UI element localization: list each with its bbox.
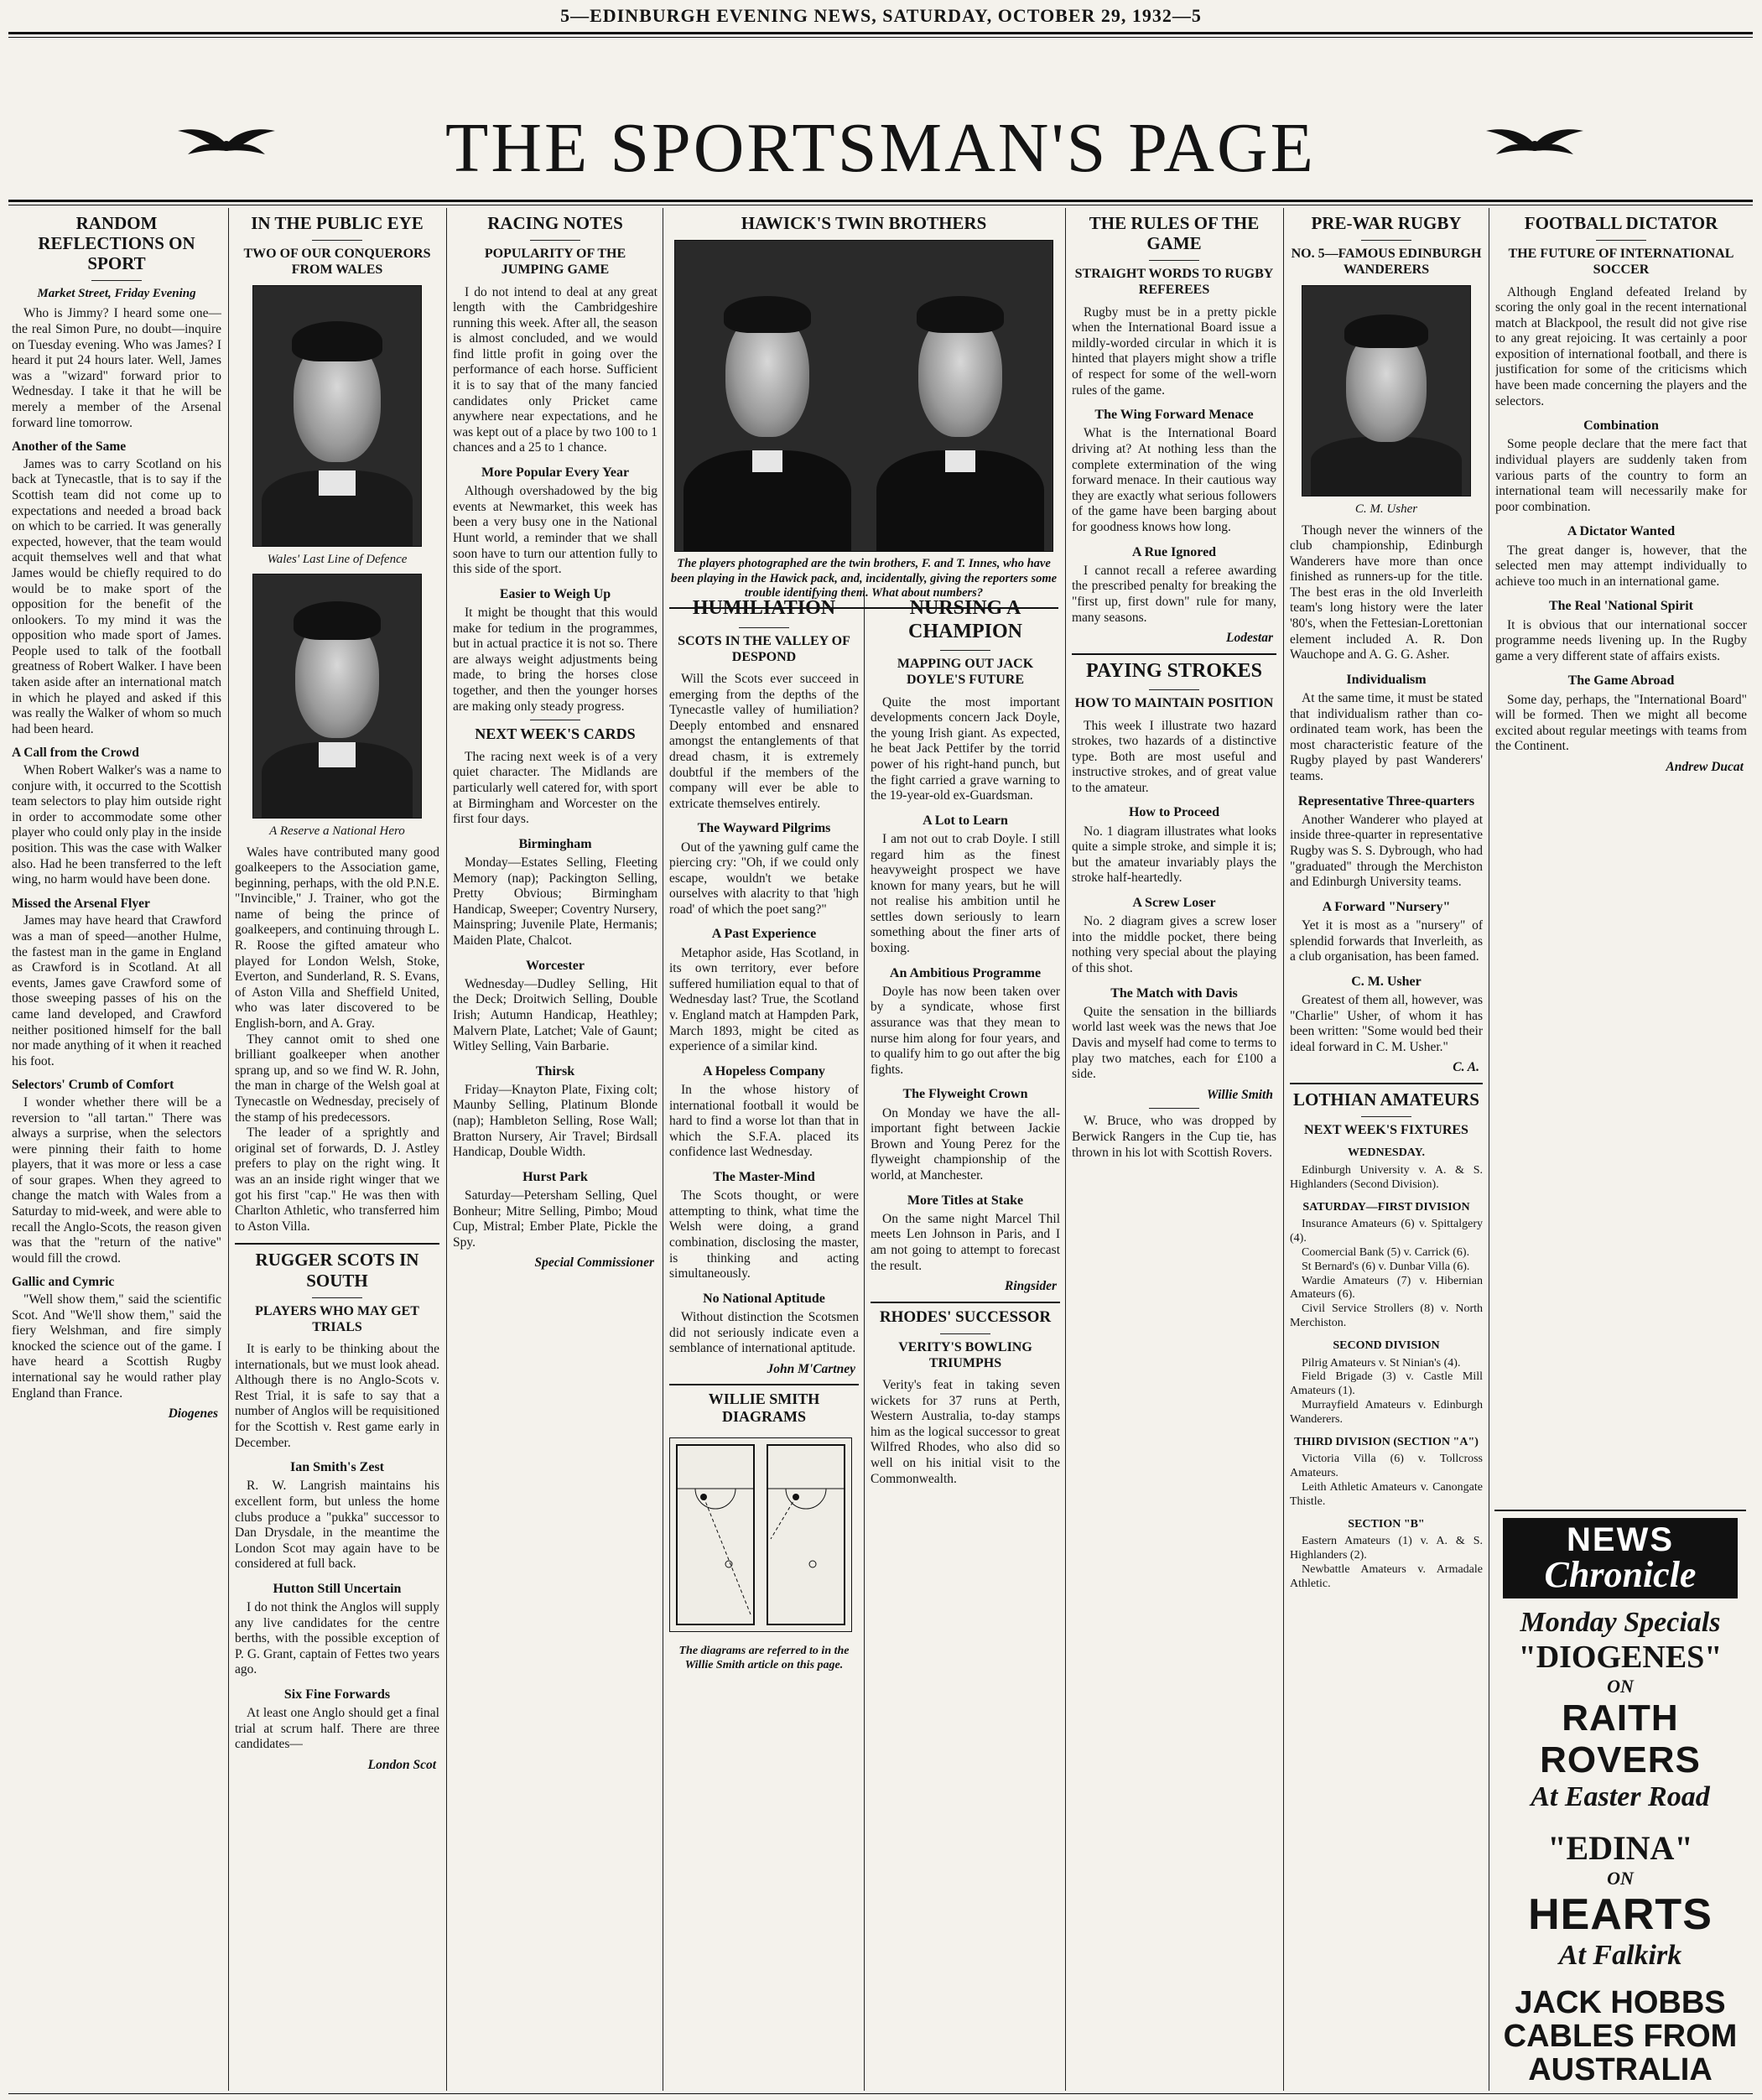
advert-logo-line: NEWS [1567,1521,1674,1558]
column-racing-notes [453,208,658,2091]
photo-caption: The players photographed are the twin brothers, F. and T. Innes, who have been playing in the Hawick pack, and, incidentally, giving the reporters some trouble identifying them. What about numbers? [670,557,1058,600]
divider [1149,689,1199,690]
article-paragraph: It is obvious that our international soccer programme needs livening up. In the Rugby game a very different state of affairs exists. [1495,617,1747,663]
diagram-caption: The diagrams are referred to in the Willie Smith article on this page. [678,1645,850,1672]
fixture: Insurance Amateurs (6) v. Spittalgery (4). [1290,1218,1483,1245]
subheading: Worcester [526,958,585,973]
photo-caption: A Reserve a National Hero [269,824,405,838]
article-paragraph: The racing next week is of a very quiet character. The Midlands are particularly well catered for, with sport at Birmingham and Worcester on the first four days. [453,749,658,827]
article-paragraph: Friday—Knayton Plate, Fixing colt; Maunby Selling, Platinum Blonde (nap); Hambleton Selling, Rose Wall; Bratton Nursery, Air Travel; Birdsall Handicap, Double Width. [453,1082,658,1160]
divider [91,280,142,281]
subheading: A Forward "Nursery" [1322,899,1451,914]
article-headline: PRE-WAR RUGBY [1311,213,1462,233]
article-paragraph: Monday—Estates Selling, Fleeting Memory (nap); Packington Selling, Pretty Obvious; Birmingham Handicap, Sweeper; Coventry Nursery, Mainspring; Juvenile Plate, Hermanis; Maiden Plate, Chalcot. [453,855,658,948]
divider [312,240,362,241]
byline: Willie Smith [1206,1087,1273,1102]
subheading: A Dictator Wanted [1567,524,1676,539]
article-paragraph: This week I illustrate two hazard strokes, two hazards of a distinctive type. Both are most useful and instructive strokes, and of great value to the amateur. [1072,718,1276,795]
article-paragraph: Although England defeated Ireland by scoring the only goal in the recent international match at Blackpool, the result did not give rise to any great rejoicing. It was certainly a poor exposition of international football, and there is justification for some of the criticisms which have been made concerning the players and the selectors. [1495,284,1747,408]
article-headline: RANDOM REFLECTIONS ON SPORT [38,213,195,274]
fixture: Wardie Amateurs (7) v. Hibernian Amateurs (6). [1290,1274,1483,1302]
divider [739,627,789,628]
fixture-day: SECOND DIVISION [1333,1338,1440,1352]
article-paragraph: In the whose history of international football it would be hard to find a worse lot than that in which the S.F.A. placed its confidence last Wednesday. [669,1083,859,1160]
advert-logo [1503,1518,1738,1598]
article-paragraph: The leader of a sprightly and original set of forwards, D. J. Astley prefers to play on the right wing. It was an an inside right winger that we got his first "cap." He was then with Charlton Athletic, who transferred him to Aston Villa. [235,1125,439,1234]
photo-caption: C. M. Usher [1354,502,1418,516]
divider [530,240,580,241]
subheading: C. M. Usher [1351,974,1422,989]
fixture-day: SECTION "B" [1348,1517,1425,1531]
article-headline: RACING NOTES [487,213,623,233]
byline: Andrew Ducat [1666,759,1744,774]
advert-line: ON [1607,1868,1634,1889]
subheading: A Lot to Learn [923,813,1008,828]
masthead-bottom-rule [8,200,1753,202]
advert-logo-line: Chronicle [1544,1554,1697,1595]
article-paragraph: Wednesday—Dudley Selling, Hit the Deck; Droitwich Selling, Double Irish; Autumn Handicap, Heathley; Malvern Plate, Latchet; Vale of Gaunt; Witley Selling, Vain Barbarie. [453,976,658,1054]
fixture: Pilrig Amateurs v. St Ninian's (4). [1302,1356,1461,1370]
top-rule [8,32,1753,34]
article-paragraph: Though never the winners of the club championship, Edinburgh Wanderers have more than once finished as runners-up for the title. The best eras in the old Inverleith team's long history were the later '80's, when the Fettesian-Lorettonian element included A. R. Don Wauchope and A. G. G. Asher. [1290,522,1483,663]
article-paragraph: I wonder whether there will be a reversion to "all tartan." There was always a surprise, when the selectors were pinning their faith to home players, that it was more or less a case of sour grapes. When they agreed to change the match with Wales from a Saturday to mid-week, and were able to recall the Anglo-Scots, the reason given was that the "return of the native" would fill the crowd. [12,1094,221,1266]
divider [1361,240,1411,241]
advert-line: JACK HOBBS CABLES FROM AUSTRALIA [1503,1985,1738,2087]
divider [1361,1116,1411,1117]
subheading: No National Aptitude [703,1291,825,1306]
subheading: Combination [1583,418,1659,434]
byline: John M'Cartney [767,1361,855,1376]
article-subheadline: THE FUTURE OF INTERNATIONAL SOCCER [1508,247,1734,278]
article-headline: HAWICK'S TWIN BROTHERS [741,213,987,233]
article-paragraph: It might be thought that this would make for tedium in the programmes, but in actual practice it is not so. There are always weight adjustments being made, to bring the horses close together, and then the younger horses are making only steady progress. [453,605,658,714]
article-paragraph: Rugby must be in a pretty pickle when the International Board issue a mildly-worded circular in which it is hinted that players might show a trifle of respect for some of the well-worn rules of the game. [1072,304,1276,398]
subheading: A Call from the Crowd [12,746,139,761]
subheading: More Titles at Stake [907,1193,1024,1208]
fixture: Leith Athletic Amateurs v. Canongate Thistle. [1290,1480,1483,1508]
portrait-photo [252,285,422,547]
column-rule [1283,208,1284,2091]
byline: Diogenes [168,1406,218,1422]
fixture: St Bernard's (6) v. Dunbar Villa (6). [1302,1260,1470,1273]
article-headline: RHODES' SUCCESSOR [879,1307,1052,1326]
column-random-reflections [12,208,221,2091]
article-subheadline: SCOTS IN THE VALLEY OF DESPOND [678,633,850,664]
subheading: Ian Smith's Zest [289,1460,385,1475]
subheading: A Hopeless Company [703,1063,825,1079]
fixture: Newbattle Amateurs v. Armadale Athletic. [1290,1562,1483,1590]
article-headline: IN THE PUBLIC EYE [251,213,424,233]
article-headline: FOOTBALL DICTATOR [1524,213,1718,233]
article-headline: HUMILIATION [692,597,836,619]
article-paragraph: It is early to be thinking about the internationals, but we must look ahead. Although there is no Anglo-Scots v. Rest Trial, it is safe to say that a number of Anglos will be requisitioned for the Scottish v. Rest game early in December. [235,1342,439,1450]
article-headline: PAYING STROKES [1085,659,1263,682]
subheading: The Match with Davis [1110,985,1238,1001]
article-paragraph: Quite the sensation in the billiards world last week was the news that Joe Davis and myself had come to terms to play two matches, each for £100 a side. [1072,1004,1276,1082]
article-paragraph: I do not think the Anglos will supply any live candidates for the centre berths, with the possible exception of P. G. Grant, captain of Fettes two years ago. [235,1600,439,1677]
subheading: Thirsk [535,1063,575,1079]
article-paragraph: When Robert Walker's was a name to conjure with, it occurred to the Scottish team selectors to play him outside right in order to accommodate some other player who could only play in the inside position. This was the case with Walker also. Had he been transferred to the left wing, no harm would have been done. [12,763,221,887]
article-paragraph: The great danger is, however, that the selected men may attempt individually to achieve too much in an international game. [1495,543,1747,589]
subheading: Easier to Weigh Up [499,586,611,601]
article-paragraph: Wales have contributed many good goalkeepers to the Association game, beginning, perhaps, with the old P.N.E. "Invincible," J. Trainer, who got the name of being the prince of goalkeepers, and continuing through L. R. Roose the gifted amateur who played for London Welsh, Stoke, Everton, and Sunderland, R. S. Evans, of Aston Villa and Sheffield United, who was later discovered to be English-born, and A. Gray. [235,845,439,1032]
subheading: More Popular Every Year [481,465,630,481]
article-subheadline: NO. 5—FAMOUS EDINBURGH WANDERERS [1291,247,1482,278]
article-paragraph: Out of the yawning gulf came the piercing cry: "Oh, if we could only escape, wouldn't we betake ourselves with alacrity to that 'high road' of which the poet sang?" [669,839,859,917]
article-paragraph: The Scots thought, or were attempting to think, what time the Welsh were doing, a grand combination, disclosing the master, is thinking and acting simultaneously. [669,1188,859,1281]
fixture: Field Brigade (3) v. Castle Mill Amateurs (1). [1290,1370,1483,1398]
article-paragraph: Metaphor aside, Has Scotland, in its own territory, ever before suffered humiliation equal to that of Wednesday last? True, the Scotland v. England match at Hampden Park, March 1893, might be cited as experience of a similar kind. [669,945,859,1054]
article-paragraph: I do not intend to deal at any great length with the Cambridgeshire running this week. After all, the season is almost concluded, and we would find little profit in going over the performance of each horse. Sufficient it is to say that of the many fancied candidates only Pricket came anywhere near expectations, and he was kept out of a place by two 100 to 1 chances and a 25 to 1 chance. [453,284,658,455]
subheading: Hurst Park [522,1169,588,1184]
article-paragraph: Yet it is most as a "nursery" of splendid forwards that Inverleith, as a club organisation, has been famed. [1290,917,1483,964]
top-rule-thin [8,37,1753,38]
twins-photo [674,240,1053,552]
subheading: The Wing Forward Menace [1094,408,1254,423]
fixture: Eastern Amateurs (1) v. A. & S. Highlanders (2). [1290,1535,1483,1562]
column-pre-war-rugby [1290,208,1483,2091]
column-public-eye [235,208,439,2091]
eagle-ornament-left-icon [176,126,277,161]
divider [1149,1108,1199,1109]
article-subheadline: MAPPING OUT JACK DOYLE'S FUTURE [897,657,1034,688]
divider [1149,260,1199,261]
article-headline: WILLIE SMITH DIAGRAMS [708,1390,820,1425]
byline: Special Commissioner [534,1255,654,1271]
bottom-rule [8,2093,1753,2094]
byline: C. A. [1453,1060,1479,1075]
article-headline: NEXT WEEK'S CARDS [475,725,636,743]
divider [940,650,990,651]
article-subheadline: PLAYERS WHO MAY GET TRIALS [255,1303,419,1334]
article-paragraph: Without distinction the Scotsmen did not seriously indicate even a semblance of international aptitude. [669,1309,859,1356]
article-paragraph: James was to carry Scotland on his back at Tynecastle, that is to say if the Scottish team did not come up to expectations and needed a broad back on which to be carried. It was generally expected, however, that the team would acquit themselves well and that what James would be chiefly required to do would be to make sport of the opposition for the benefit of the onlookers. To my mind it was the opposition who made sport of James. People used to talk of the football greatness of Robert Walker. I have been taken aside after an international match in which he played and asked if this was really the Walker of whom so much had been heard. [12,456,221,736]
fixture: Murrayfield Amateurs v. Edinburgh Wanderers. [1290,1398,1483,1426]
article-headline: RUGGER SCOTS IN SOUTH [255,1250,419,1291]
article-paragraph: I cannot recall a referee awarding the prescribed penalty for breaking the "first up, first down" rule for many, many seasons. [1072,563,1276,625]
subheading: A Screw Loser [1132,896,1216,911]
article-paragraph: Saturday—Petersham Selling, Quel Bonheur; Mitre Selling, Pimbo; Moud Cup, Mistral; Ember Plate, Pickle the Spy. [453,1188,658,1250]
article-subheadline: TWO OF OUR CONQUERORS FROM WALES [243,247,431,278]
subheading: How to Proceed [1128,805,1220,820]
portrait-photo [252,574,422,819]
fixture-day: THIRD DIVISION (SECTION "A") [1294,1435,1479,1448]
news-chronicle-advert [1494,1510,1746,2087]
subheading: Six Fine Forwards [283,1687,391,1702]
byline: Ringsider [1004,1279,1057,1294]
advert-line: Monday Specials [1520,1607,1721,1638]
subheading: Selectors' Crumb of Comfort [12,1078,174,1093]
article-paragraph: Doyle has now been taken over by a syndicate, whose first assurance was that they mean to nurse him along for four years, and to qualify him to go out after the big fights. [871,984,1060,1077]
article-paragraph: Verity's feat in taking seven wickets for 37 runs at Perth, Western Australia, to-day stamps him as the logical successor to great Wilfred Rhodes, who also did so well on his initial visit to the Commonwealth. [871,1377,1060,1486]
subheading: Missed the Arsenal Flyer [12,896,150,911]
article-paragraph: On the same night Marcel Thil meets Len Johnson in Paris, and I am not going to attempt to forecast the result. [871,1211,1060,1273]
article-paragraph: Who is Jimmy? I heard some one—the real Simon Pure, no doubt—inquire on Tuesday evening. Who was James? I heard it put 24 hours later. Well, James was a "wizard" forward prior to Wednesday. I take it that he will be merely a member of the Arsenal forward line tomorrow. [12,306,221,430]
article-paragraph: They cannot omit to shed one brilliant goalkeeper when another sprang up, and so we find W. R. John, the man in charge of the Welsh goal at Tynecastle on Wednesday, precisely of the stamp of his predecessors. [235,1032,439,1125]
article-paragraph: James may have heard that Crawford was a man of speed—another Hulme, the fastest man in the game in England as Crawford is in Scotland. At all events, James gave Crawford some of those sweeping passes of his on the came land developed, and Crawford neither positioned himself for the ball nor made anything of it when it reached his foot. [12,913,221,1068]
article-paragraph: R. W. Langrish maintains his excellent form, but unless the home clubs produce a "pukka" successor to Dan Drysdale, in the meantime the London Scot may again have to be considered at full back. [235,1479,439,1572]
billiards-diagram [669,1437,852,1632]
fixture-day: WEDNESDAY. [1348,1146,1425,1160]
article-subheadline: HOW TO MAINTAIN POSITION [1074,696,1274,711]
article-paragraph: At least one Anglo should get a final trial at scrum half. There are three candidates— [235,1706,439,1752]
article-paragraph: What is the International Board driving at? At nothing less than the complete extermination of the wing forward menace. In their cautious way they are exactly what serious followers of the game have been barging about for goodness knows how long. [1072,426,1276,534]
fixture: Edinburgh University v. A. & S. Highlanders (Second Division). [1290,1164,1483,1191]
article-subheadline: NEXT WEEK'S FIXTURES [1304,1123,1468,1138]
page-title: THE SPORTSMAN'S PAGE [445,109,1316,187]
column-rule [228,208,229,2091]
subheading: Another of the Same [12,439,127,455]
subheading: Birmingham [518,836,592,851]
subheading: The Game Abroad [1567,673,1675,689]
subheading: The Flyweight Crown [902,1087,1028,1102]
subheading: Representative Three-quarters [1297,793,1475,808]
article-headline: NURSING A CHAMPION [908,597,1022,642]
subheading: A Past Experience [711,927,817,942]
advert-line: At Easter Road [1531,1781,1710,1812]
article-paragraph: Quite the most important developments concern Jack Doyle, the young Irish giant. As expected, he beat Jack Pettifer by the torrid power of his right-hand punch, but the fight carried a grave warning to the 19-year-old ex-Guardsman. [871,694,1060,803]
column-football-dictator [1495,208,1747,1500]
article-paragraph: Will the Scots ever succeed in emerging from the depths of the Tynecastle valley of humiliation? Deeply entombed and ensnared amongst the entanglements of that dread chasm, it is extremely doubtful if the members of the company will ever be able to extricate themselves entirely. [669,671,859,811]
fixture: Civil Service Strollers (8) v. North Merchiston. [1290,1302,1483,1329]
portrait-photo [1302,285,1471,496]
article-paragraph: At the same time, it must be stated that individualism rather than co-ordinated team work, has been the most characteristic feature of the Rugby played by past Wanderers' teams. [1290,691,1483,784]
article-paragraph: No. 1 diagram illustrates what looks quite a simple stroke, and simple it is; but the amateur invariably plays the stroke half-heartedly. [1072,824,1276,886]
article-headline: LOTHIAN AMATEURS [1293,1089,1479,1110]
column-rules-of-the-game [1072,208,1276,2091]
advert-line: HEARTS [1528,1890,1713,1939]
article-paragraph: Some people declare that the mere fact that individual players are suddenly taken from various parts of the country to form an international team will necessarily make for poor combination. [1495,437,1747,514]
advert-line: At Falkirk [1558,1940,1682,1971]
divider [312,1297,362,1298]
subheading: A Rue Ignored [1131,544,1217,559]
article-headline: THE RULES OF THE GAME [1089,213,1260,254]
article-paragraph: Although overshadowed by the big events at Newmarket, this week has been a very busy one in the National Hunt world, a reminder that we shall soon have to turn our attention fully to this side of the sport. [453,484,658,577]
advert-line: ON [1607,1676,1634,1697]
article-paragraph: "Well show them," said the scientific Scot. And "We'll show them," said the fiery Welshman, and fire simply knocked the science out of the game. I have heard a Scottish Rugby international say he would rather play England than France. [12,1292,221,1401]
subheading: Individualism [1346,672,1427,687]
eagle-ornament-right-icon [1484,126,1585,161]
byline: Lodestar [1226,631,1273,646]
column-rule [1065,208,1066,2091]
article-subheadline: STRAIGHT WORDS TO RUGBY REFEREES [1074,267,1274,298]
fixture-day: SATURDAY—FIRST DIVISION [1302,1200,1470,1214]
article-paragraph: Greatest of them all, however, was "Charlie" Usher, of whom it has been written: "Some would bed their ideal forward in C. M. Usher." [1290,992,1483,1054]
advert-line: "EDINA" [1547,1829,1693,1867]
article-paragraph: I am not out to crab Doyle. I still regard him as the finest heavyweight prospect we have known for many years, but he will not realise his ambition until he settles down seriously to learn something about the finer arts of boxing. [871,831,1060,956]
article-paragraph: On Monday we have the all-important fight between Jackie Brown and Young Perez for the flyweight championship of the world, at Manchester. [871,1105,1060,1183]
column-rule [446,208,447,2091]
subheading: Hutton Still Uncertain [273,1581,402,1596]
article-subheadline: VERITY'S BOWLING TRIUMPHS [898,1339,1032,1370]
subheading: An Ambitious Programme [889,965,1042,980]
byline: London Scot [367,1758,436,1773]
divider [940,1333,990,1334]
dateline: 5—EDINBURGH EVENING NEWS, SATURDAY, OCTOBER 29, 1932—5 [560,5,1202,26]
subheading: The Real 'National Spirit [1548,599,1693,614]
divider [1596,240,1646,241]
article-paragraph: Some day, perhaps, the "International Board" will be formed. Then we might all become excited about regular meetings with teams from the Continent. [1495,692,1747,754]
column-humiliation [669,592,859,2091]
fixture: Coomercial Bank (5) v. Carrick (6). [1302,1246,1470,1259]
subheading: Gallic and Cymric [12,1275,115,1290]
fixture: Victoria Villa (6) v. Tollcross Amateurs. [1290,1453,1483,1480]
subheading: The Wayward Pilgrims [697,821,831,836]
article-subheadline: POPULARITY OF THE JUMPING GAME [484,247,626,278]
photo-caption: Wales' Last Line of Defence [267,552,408,566]
article-paragraph: Another Wanderer who played at inside three-quarter in representative Rugby was S. S. Dybrough, who had "graduated" through the Merchiston and Edinburgh University teams. [1290,812,1483,890]
subheading: The Master-Mind [713,1169,815,1184]
advert-line: RAITH ROVERS [1540,1697,1701,1780]
article-paragraph: No. 2 diagram gives a screw loser into the middle pocket, there being nothing very special about the playing of this shot. [1072,914,1276,975]
article-dateline: Market Street, Friday Evening [37,287,196,301]
article-paragraph: W. Bruce, who was dropped by Berwick Rangers in the Cup tie, has thrown in his lot with Scottish Rovers. [1072,1114,1276,1160]
advert-line: "DIOGENES" [1518,1640,1723,1675]
column-nursing-champion [871,592,1060,2091]
